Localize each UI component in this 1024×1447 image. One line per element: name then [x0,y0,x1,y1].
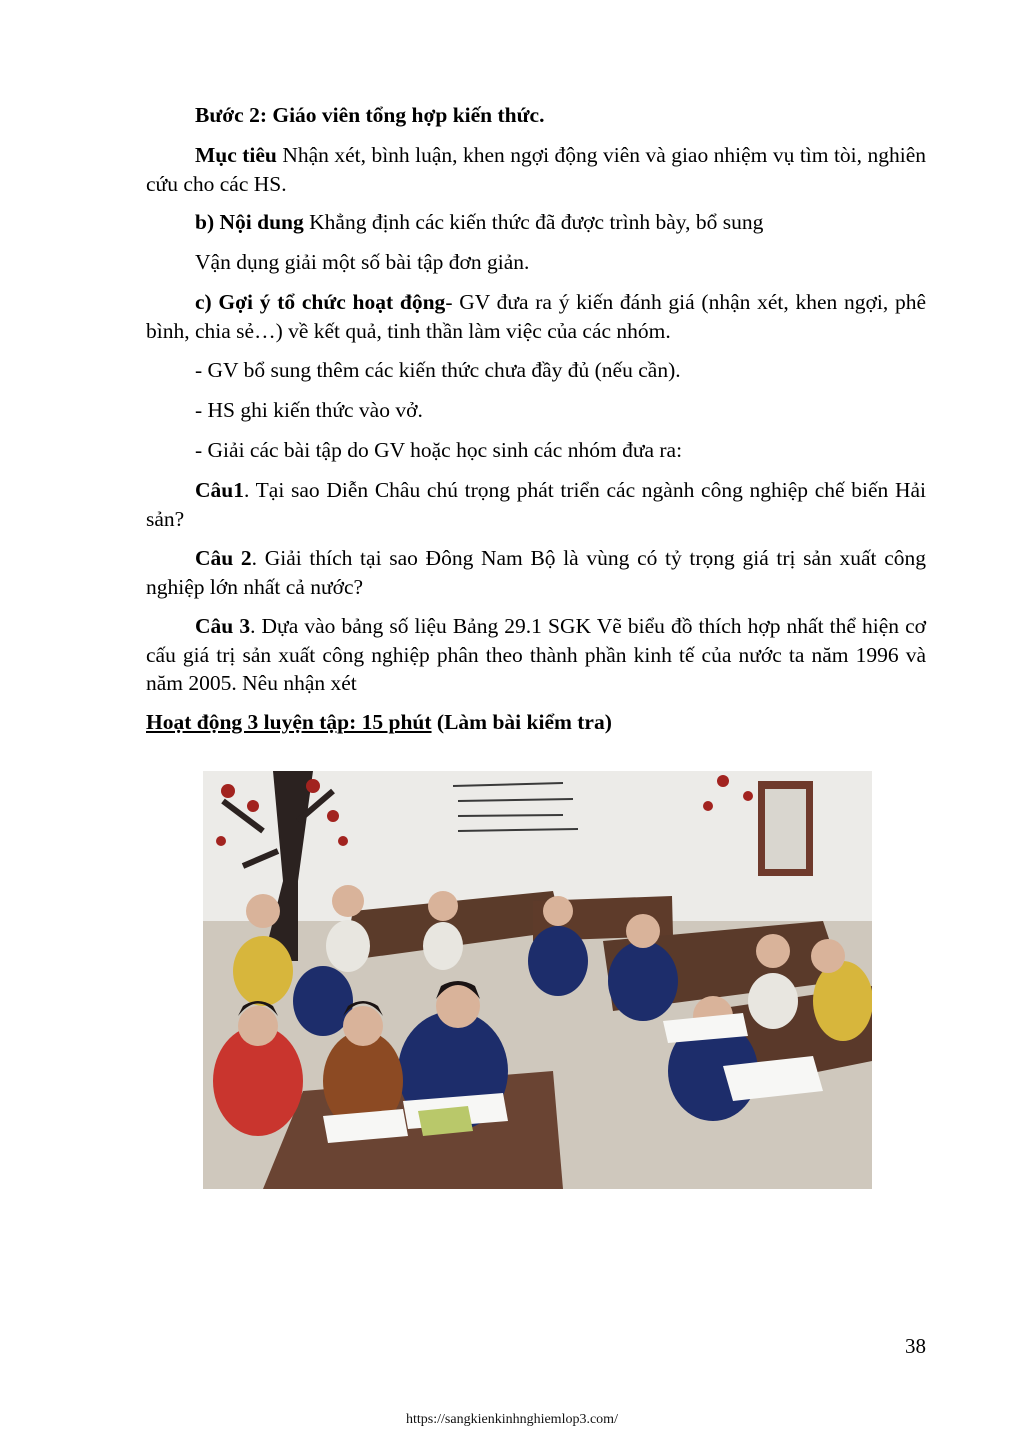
objective-paragraph [146,141,926,198]
content-paragraph [146,208,926,237]
suggest-text: - GV đưa ra ý kiến đánh giá (nhận xét, khen ngợi, phê bình, chia sẻ…) về kết quả, tinh thần làm việc của các nhóm. [146,290,926,343]
objective-text: Nhận xét, bình luận, khen ngợi động viên và giao nhiệm vụ tìm tòi, nghiên cứu cho các HS. [146,143,926,196]
classroom-photo [203,771,872,1189]
footer-url: https://sangkienkinhnghiemlop3.com/ [406,1412,618,1427]
activity3-rest: (Làm bài kiểm tra) [431,710,612,734]
question-2 [146,544,926,601]
objective-label: Mục tiêu [195,143,277,167]
question-3-label: Câu 3 [195,614,251,638]
content-text: Khẳng định các kiến thức đã được trình bày, bổ sung [303,210,764,234]
question-1-text: . Tại sao Diễn Châu chú trọng phát triển các ngành công nghiệp chế biến Hải sản? [146,478,926,531]
bullet-item-2 [146,396,926,425]
question-3-text: . Dựa vào bảng số liệu Bảng 29.1 SGK Vẽ biểu đồ thích hợp nhất thể hiện cơ cấu giá trị sản xuất công nghiệp phân theo thành phần kinh tế của nước ta năm 1996 và năm 2005. Nêu nhận xét [146,614,927,695]
bullet-text-1: - GV bổ sung thêm các kiến thức chưa đầy đủ (nếu cần). [195,358,681,382]
suggest-label: c) Gợi ý tổ chức hoạt động [195,290,446,314]
page-number: 38 [905,1334,926,1358]
activity3-heading [146,708,926,737]
step2-heading [146,101,926,130]
question-2-text: . Giải thích tại sao Đông Nam Bộ là vùng có tỷ trọng giá trị sản xuất công nghiệp lớn nhất cả nước? [146,546,926,599]
classroom-photo-illustration [203,771,872,1189]
content-label: b) Nội dung [195,210,304,234]
step2-title: Bước 2: Giáo viên tổng hợp kiến thức. [195,103,545,127]
bullet-text-3: - Giải các bài tập do GV hoặc học sinh các nhóm đưa ra: [195,438,683,462]
suggest-paragraph [146,288,926,345]
apply-paragraph [146,248,926,277]
bullet-item-3 [146,436,926,465]
question-3 [146,612,926,698]
question-1 [146,476,926,533]
bullet-item-1 [146,356,926,385]
apply-text: Vận dụng giải một số bài tập đơn giản. [195,250,530,274]
question-2-label: Câu 2 [195,546,252,570]
activity3-underlined: Hoạt động 3 luyện tập: 15 phút [146,710,432,734]
question-1-label: Câu1 [195,478,244,502]
bullet-text-2: - HS ghi kiến thức vào vở. [195,398,423,422]
